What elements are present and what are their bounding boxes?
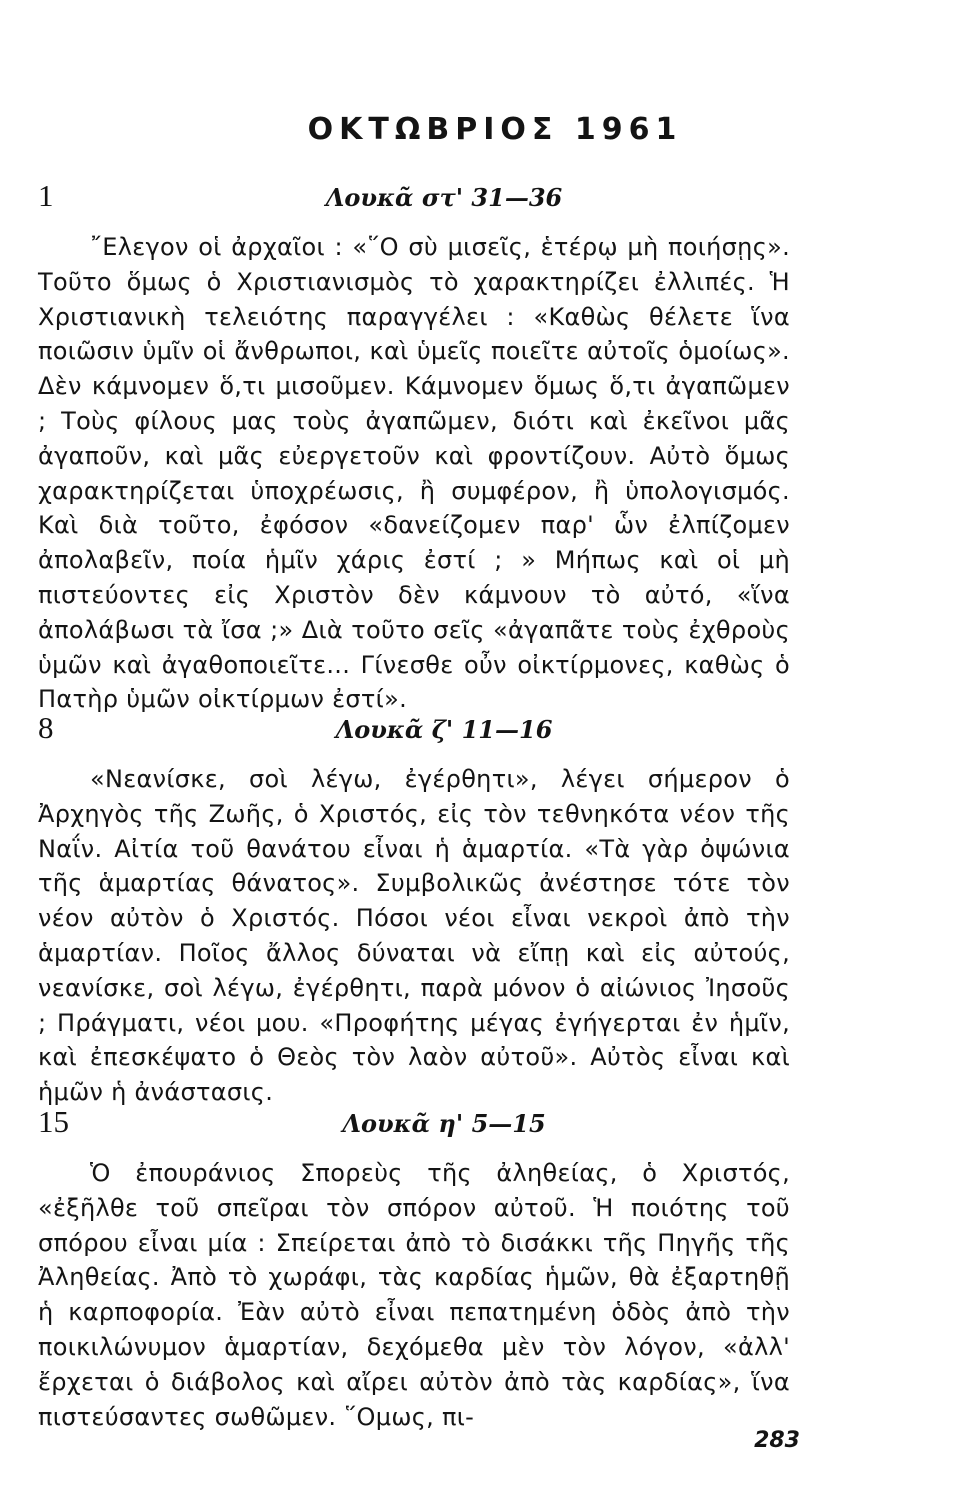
- scripture-reference: Λουκᾶ ζ' 11—16: [335, 715, 553, 744]
- calendar-entry-15: [38, 1102, 790, 1434]
- entry-heading: [38, 708, 790, 754]
- page-number: 283: [754, 1428, 800, 1453]
- entry-heading: [38, 1102, 790, 1148]
- day-number: 8: [38, 710, 54, 745]
- day-number: 15: [38, 1104, 69, 1139]
- entry-heading: [38, 176, 790, 222]
- scripture-reference: Λουκᾶ η' 5—15: [342, 1109, 546, 1138]
- page-title: ΟΚΤΩΒΡΙΟΣ 1961: [307, 112, 683, 147]
- scripture-reference: Λουκᾶ στ' 31—36: [325, 183, 563, 212]
- entry-text: ῎Ελεγον οἱ ἀρχαῖοι : «῞Ο σὺ μισεῖς, ἑτέρῳ μὴ ποιήσῃς». Τοῦτο ὅμως ὁ Χριστιανισμὸς τὸ χαρακτηρίζει ἐλλιπές. Ἡ Χριστιανικὴ τελειότης παραγγέλει : «Καθὼς θέλετε ἵνα ποιῶσιν ὑμῖν οἱ ἄνθρωποι, καὶ ὑμεῖς ποιεῖτε αὐτοῖς ὁμοίως». Δὲν κάμνομεν ὅ,τι μισοῦμεν. Κάμνομεν ὅμως ὅ,τι ἀγαπῶμεν ; Τοὺς φίλους μας τοὺς ἀγαπῶμεν, διότι καὶ ἐκεῖνοι μᾶς ἀγαποῦν, καὶ μᾶς εὐεργετοῦν καὶ φροντίζουν. Αὐτὸ ὅμως χαρακτηρίζεται ὑποχρέωσις, ἢ συμφέρον, ἢ ὑπολογισμός. Καὶ διὰ τοῦτο, ἐφόσον «δανείζομεν παρ' ὧν ἐλπίζομεν ἀπολαβεῖν, ποία ἡμῖν χάρις ἐστί ; » Μήπως καὶ οἱ μὴ πιστεύοντες εἰς Χριστὸν δὲν κάμνουν τὸ αὐτό, «ἵνα ἀπολάβωσι τὰ ἴσα ;» Διὰ τοῦτο σεῖς «ἀγαπᾶτε τοὺς ἐχθροὺς ὑμῶν καὶ ἀγαθοποιεῖτε... Γίνεσθε οὖν οἰκτίρμονες, καθὼς ὁ Πατὴρ ὑμῶν οἰκτίρμων ἐστί».: [38, 233, 790, 714]
- entry-text: Ὁ ἐπουράνιος Σπορεὺς τῆς ἀληθείας, ὁ Χριστός, «ἐξῆλθε τοῦ σπεῖραι τὸν σπόρον αὐτοῦ. Ἡ ποιότης τοῦ σπόρου εἶναι μία : Σπείρεται ἀπὸ τὸ δισάκκι τῆς Πηγῆς τῆς Ἀληθείας. Ἀπὸ τὸ χωράφι, τὰς καρδίας ἡμῶν, θὰ ἐξαρτηθῇ ἡ καρποφορία. Ἐὰν αὐτὸ εἶναι πεπατημένη ὁδὸς ἀπὸ τὴν ποικιλώνυμον ἁμαρτίαν, δεχόμεθα μὲν τὸν λόγον, «ἀλλ' ἔρχεται ὁ διάβολος καὶ αἴρει αὐτὸν ἀπὸ τὰς καρδίας», ἵνα πιστεύσαντες σωθῶμεν. ῞Ομως, πι-: [38, 1159, 790, 1431]
- calendar-entry-8: [38, 708, 790, 1110]
- entry-text: «Νεανίσκε, σοὶ λέγω, ἐγέρθητι», λέγει σήμερον ὁ Ἀρχηγὸς τῆς Ζωῆς, ὁ Χριστός, εἰς τὸν τεθνηκότα νέον τῆς Ναΐν. Αἰτία τοῦ θανάτου εἶναι ἡ ἁμαρτία. «Τὰ γὰρ ὀψώνια τῆς ἁμαρτίας θάνατος». Συμβολικῶς ἀνέστησε τότε τὸν νέον αὐτὸν ὁ Χριστός. Πόσοι νέοι εἶναι νεκροὶ ἀπὸ τὴν ἁμαρτίαν. Ποῖος ἄλλος δύναται νὰ εἴπῃ καὶ εἰς αὐτούς, νεανίσκε, σοὶ λέγω, ἐγέρθητι, παρὰ μόνον ὁ αἰώνιος Ἰησοῦς ; Πράγματι, νέοι μου. «Προφήτης μέγας ἐγήγερται ἐν ἡμῖν, καὶ ἐπεσκέψατο ὁ Θεὸς τὸν λαὸν αὐτοῦ». Αὐτὸς εἶναι καὶ ἡμῶν ἡ ἀνάστασις.: [38, 765, 790, 1107]
- day-number: 1: [38, 178, 54, 213]
- calendar-entry-1: [38, 176, 790, 717]
